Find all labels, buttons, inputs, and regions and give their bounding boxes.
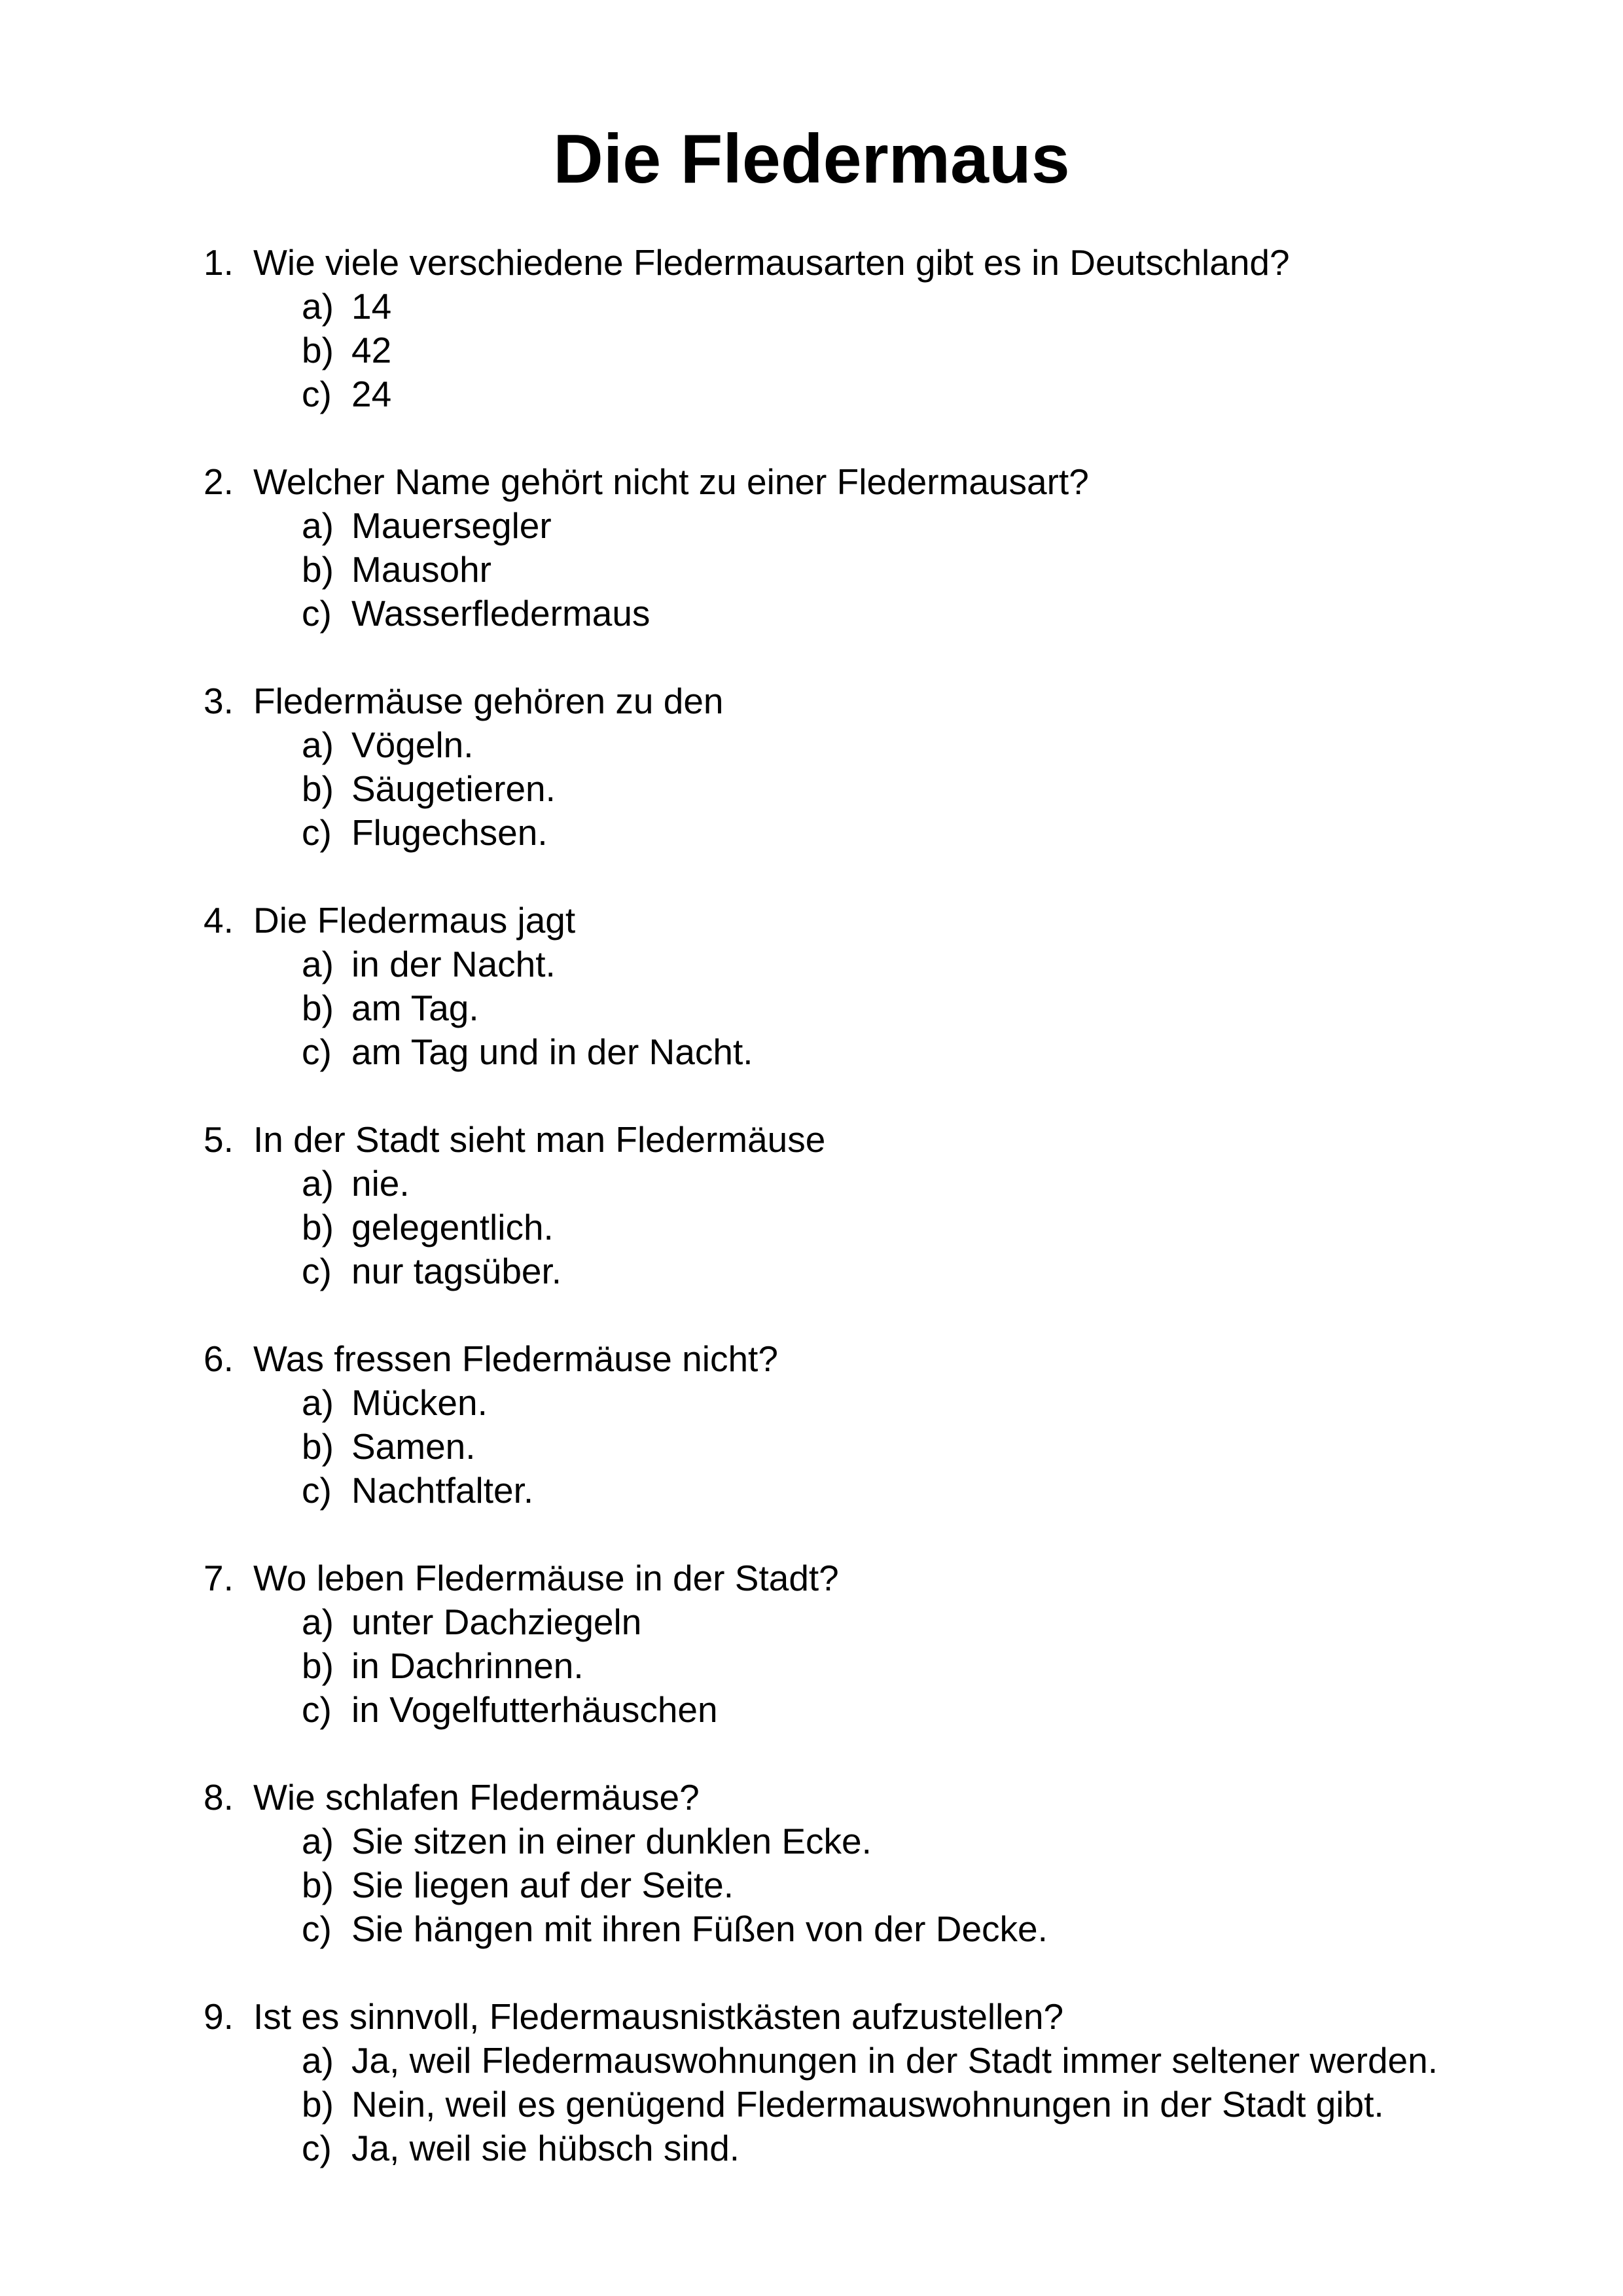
answer-text: gelegentlich. [351, 1207, 554, 1247]
answer-text: am Tag. [351, 988, 479, 1028]
answer-letter: a) [302, 725, 334, 765]
answer-text: in der Nacht. [351, 944, 556, 984]
answer-letter: a) [302, 944, 334, 984]
question-number: 9. [204, 1996, 234, 2037]
answer-letter: b) [302, 549, 334, 590]
answer-text: Wasserfledermaus [351, 593, 651, 634]
answer-text: nur tagsüber. [351, 1251, 562, 1291]
answer-letter: b) [302, 1865, 334, 1905]
answer-letter: b) [302, 330, 334, 370]
answer-text: 24 [351, 374, 392, 414]
answer-text: Flugechsen. [351, 812, 548, 853]
answer-text: unter Dachziegeln [351, 1602, 642, 1642]
question-text: Wie viele verschiedene Fledermausarten gibt es in Deutschland? [253, 242, 1290, 283]
question-item [0, 1995, 1623, 2214]
question-number: 1. [204, 242, 234, 283]
question-item [0, 899, 1623, 1118]
question-item [0, 241, 1623, 460]
answer-letter: c) [302, 1689, 332, 1730]
answer-letter: c) [302, 2128, 332, 2168]
answer-letter: b) [302, 1426, 334, 1467]
answer-letter: b) [302, 1207, 334, 1247]
question-number: 4. [204, 900, 234, 941]
page-title: Die Fledermaus [553, 120, 1070, 198]
question-text: Welcher Name gehört nicht zu einer Fledermausart? [253, 461, 1089, 502]
answer-letter: c) [302, 374, 332, 414]
answer-letter: a) [302, 2040, 334, 2081]
answer-letter: b) [302, 988, 334, 1028]
answer-text: Mausohr [351, 549, 491, 590]
question-item [0, 1776, 1623, 1995]
question-item [0, 679, 1623, 899]
answer-letter: c) [302, 1470, 332, 1511]
question-item [0, 1337, 1623, 1556]
answer-letter: c) [302, 812, 332, 853]
answer-letter: b) [302, 2084, 334, 2125]
answer-text: Nein, weil es genügend Fledermauswohnungen in der Stadt gibt. [351, 2084, 1384, 2125]
answer-letter: c) [302, 593, 332, 634]
answer-letter: a) [302, 1602, 334, 1642]
answer-letter: c) [302, 1251, 332, 1291]
answer-text: 14 [351, 286, 392, 327]
answer-text: Mauersegler [351, 505, 552, 546]
answer-letter: b) [302, 1645, 334, 1686]
question-text: Ist es sinnvoll, Fledermausnistkästen aufzustellen? [253, 1996, 1064, 2037]
answer-letter: a) [302, 505, 334, 546]
question-text: Die Fledermaus jagt [253, 900, 576, 941]
answer-text: Ja, weil Fledermauswohnungen in der Stadt immer seltener werden. [351, 2040, 1438, 2081]
question-text: Wie schlafen Fledermäuse? [253, 1777, 700, 1818]
answer-text: Ja, weil sie hübsch sind. [351, 2128, 740, 2168]
question-number: 8. [204, 1777, 234, 1818]
question-number: 7. [204, 1558, 234, 1598]
question-item [0, 460, 1623, 679]
answer-text: am Tag und in der Nacht. [351, 1031, 753, 1072]
question-list [0, 241, 1623, 2214]
question-item [0, 1118, 1623, 1337]
question-number: 2. [204, 461, 234, 502]
answer-text: in Vogelfutterhäuschen [351, 1689, 718, 1730]
answer-text: Sie liegen auf der Seite. [351, 1865, 734, 1905]
answer-text: Mücken. [351, 1382, 488, 1423]
answer-letter: a) [302, 1821, 334, 1861]
answer-text: Vögeln. [351, 725, 474, 765]
answer-text: in Dachrinnen. [351, 1645, 584, 1686]
question-number: 3. [204, 681, 234, 721]
answer-letter: a) [302, 1163, 334, 1204]
question-text: Was fressen Fledermäuse nicht? [253, 1338, 778, 1379]
answer-letter: c) [302, 1909, 332, 1949]
question-text: In der Stadt sieht man Fledermäuse [253, 1119, 826, 1160]
answer-text: nie. [351, 1163, 410, 1204]
answer-text: Säugetieren. [351, 768, 556, 809]
question-number: 6. [204, 1338, 234, 1379]
answer-text: Samen. [351, 1426, 476, 1467]
answer-letter: b) [302, 768, 334, 809]
question-item [0, 1556, 1623, 1776]
question-text: Wo leben Fledermäuse in der Stadt? [253, 1558, 839, 1598]
question-number: 5. [204, 1119, 234, 1160]
answer-text: Sie sitzen in einer dunklen Ecke. [351, 1821, 872, 1861]
answer-letter: c) [302, 1031, 332, 1072]
answer-text: 42 [351, 330, 392, 370]
answer-text: Sie hängen mit ihren Füßen von der Decke. [351, 1909, 1048, 1949]
answer-text: Nachtfalter. [351, 1470, 534, 1511]
answer-letter: a) [302, 286, 334, 327]
question-text: Fledermäuse gehören zu den [253, 681, 724, 721]
answer-letter: a) [302, 1382, 334, 1423]
